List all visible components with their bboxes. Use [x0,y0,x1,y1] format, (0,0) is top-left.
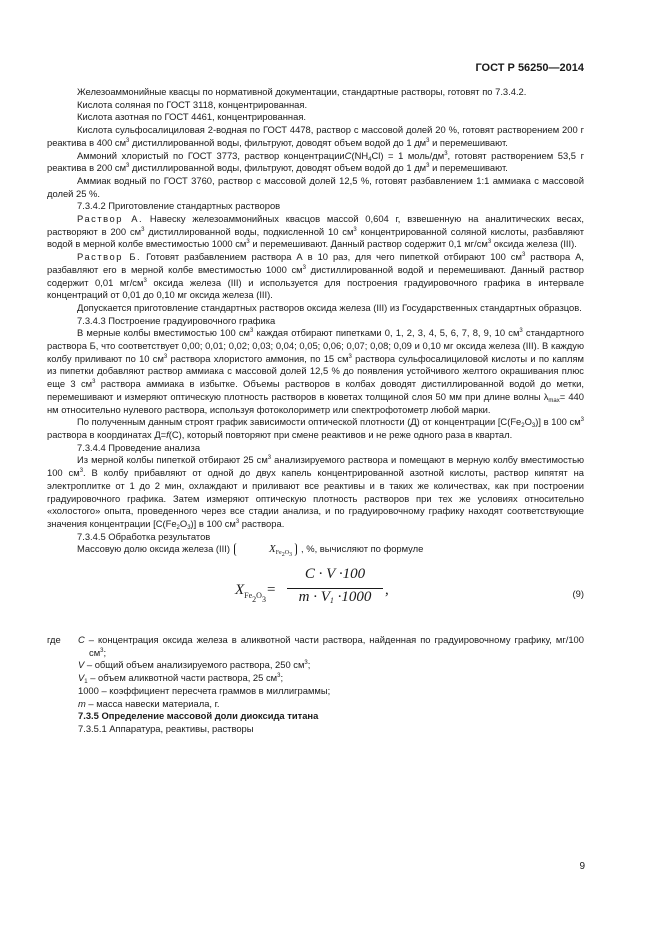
section-heading: 7.3.4.5 Обработка результатов [77,530,211,542]
paragraph: Из мерной колбы пипеткой отбирают 25 $см^3$ анализируемого раствора и помещают в мерную колбу вместимостью 100 $см^3$. В колбу прибавляют от одной до двух капель концентрированной азотной кислоты, раствор кипятят на электроплитке от 1 до 2 мин, охлаждают и приливают все реактивы и в таких же количествах, как при построении градуировочного графика. Затем измеряют оптическую плотность растворов при тех же условиях относительно «холостого» опыта, проведенного через все стадии анализа, и по градуировочному графику находят соответствующие значения концентрации $[C(Fe_2O_3)]$ в 100 $см^3$ раствора. [47,454,584,531]
formula-9 [47,560,584,630]
mass-fraction-symbol: $X_{Fe_2O_3}$ [234,543,297,556]
page-number: 9 [579,861,585,872]
formula-fraction [285,568,385,604]
definition-item: $V_1$ – объем аликвотной части раствора, 25 $см^3$; [78,672,284,686]
definition-item: V – общий объем анализируемого раствора, 250 $см^3$; [78,659,311,671]
formula-equals: = [267,582,276,599]
paragraph: Кислота сульфосалициловая 2-водная по ГОСТ 4478, раствор с массовой долей 20 %, готовят растворением 200 г реактива в 400 $см^3$ дистиллированной воды, фильтруют, доводят объем водой до 1 $дм^3$ и перемешивают. [47,124,584,148]
paragraph: Допускается приготовление стандартных растворов оксида железа (III) из Государственных стандартных образцов. [77,301,582,313]
definition-item: C – концентрация оксида железа в аликвотной части раствора, найденная по градуировочному графику, мг/100 $см^3$; [78,634,584,658]
where-label: где [47,634,61,646]
paragraph: Аммиак водный по ГОСТ 3760, раствор с массовой долей 12,5 %, готовят разбавлением 1:1 аммиака с массовой долей 25 %. [47,174,584,199]
paragraph: Железоаммонийные квасцы по нормативной документации, стандартные растворы, готовят по 7.3.4.2. [77,86,527,97]
section-heading: 7.3.5 Определение массовой доли диоксида титана [78,710,319,722]
paragraph: Кислота соляная по ГОСТ 3118, концентрированная. [77,98,308,110]
formula-denominator: $m \cdot V_1 \cdot 1000$ [298,589,372,606]
paragraph: Аммоний хлористый по ГОСТ 3773, раствор $концентрацииC(NH_4Cl) = 1$ моль/$дм^3$, готовят растворением 53,5 г реактива в 200 $см^3$ дистиллированной воды, фильтруют, доводят объем водой до 1 $дм^3$ и перемешивают. [47,149,584,174]
document-body [47,86,584,736]
formula-comma: , [385,582,389,599]
definitions [47,634,584,736]
formula-number: (9) [572,588,584,600]
document-header: ГОСТ Р 56250—2014 [475,62,584,74]
paragraph: Раствор Б. Готовят разбавлением раствора А в 10 раз, для чего пипеткой отбирают 100 $см^3$ раствора А, разбавляют его в мерной колбе вместимостью 1000 $см^3$ дистиллированной водой и перемешивают. Данный раствор содержит 0,01 $мг/см^3$ оксида железа (III) и используется для построения градуировочного графика в интервале концентраций от 0,01 до 0,10 мг оксида железа (III). [47,251,584,301]
paragraph: По полученным данным строят график зависимости оптической плотности (Д) от концентрации $[C(Fe_2O_3)]$ в 100 $см^3$ раствора в координатах Д=f(C), который повторяют при смене реактивов и не реже одного раза в квартал. [47,416,584,440]
definition-item: m – масса навески материала, г. [78,697,220,709]
section-heading: 7.3.4.2 Приготовление стандартных растворов [77,200,281,212]
definition-item: 1000 – коэффициент пересчета граммов в миллиграммы; [78,684,331,696]
formula-lhs: $X_{Fe_2O_3}$ [235,582,266,605]
section-heading: 7.3.4.4 Проведение анализа [77,441,201,453]
paragraph: Массовую долю оксида железа (III) $X_{Fe_2O_3}$, %, вычисляют по формуле [77,543,424,559]
paragraph: В мерные колбы вместимостью 100 $см^3$ каждая отбирают пипетками 0, 1, 2, 3, 4, 5, 6, 7, 8, 9, 10 $см^3$ стандартного раствора Б, что соответствует 0,00; 0,01; 0,02; 0,03; 0,04; 0,05; 0,06; 0,07; 0,08; 0,09 и 0,10 мг оксида железа (III). В каждую колбу приливают по 10 $см^3$ раствора хлористого аммония, по 15 $см^3$ раствора сульфосалициловой кислоты и по каплям из пипетки добавляют раствор аммиака с массовой долей 12,5 % до появления устойчивого желтого окрашивания плюс еще 3 $см^3$ раствора аммиака в избытке. Объемы растворов в колбах доводят дистиллированной водой до метки, перемешивают и измеряют оптическую плотность растворов в кюветах толщиной слоя 50 мм при длине волны $\lambda_{max}= 440$ нм относительно нулевого раствора, используя фотоколориметр или спектрофотометр любой марки. [47,327,585,415]
section-heading: 7.3.4.3 Построение градуировочного графика [77,314,276,326]
paragraph: Раствор А. Навеску железоаммонийных квасцов массой 0,604 г, взвешенную на аналитических весах, растворяют в 200 $см^3$ дистиллированной воды, подкисленной 10 $см^3$ концентрированной соляной кислоты, разбавляют водой в мерной колбе вместимостью 1000 $см^3$ и перемешивают. Данный раствор содержит 0,1 $мг/см^3$ оксида железа (III). [47,213,584,250]
formula-numerator: C · V ·100 [304,566,366,583]
paragraph: Кислота азотная по ГОСТ 4461, концентрированная. [77,111,307,123]
section-heading: 7.3.5.1 Аппаратура, реактивы, растворы [78,722,254,734]
